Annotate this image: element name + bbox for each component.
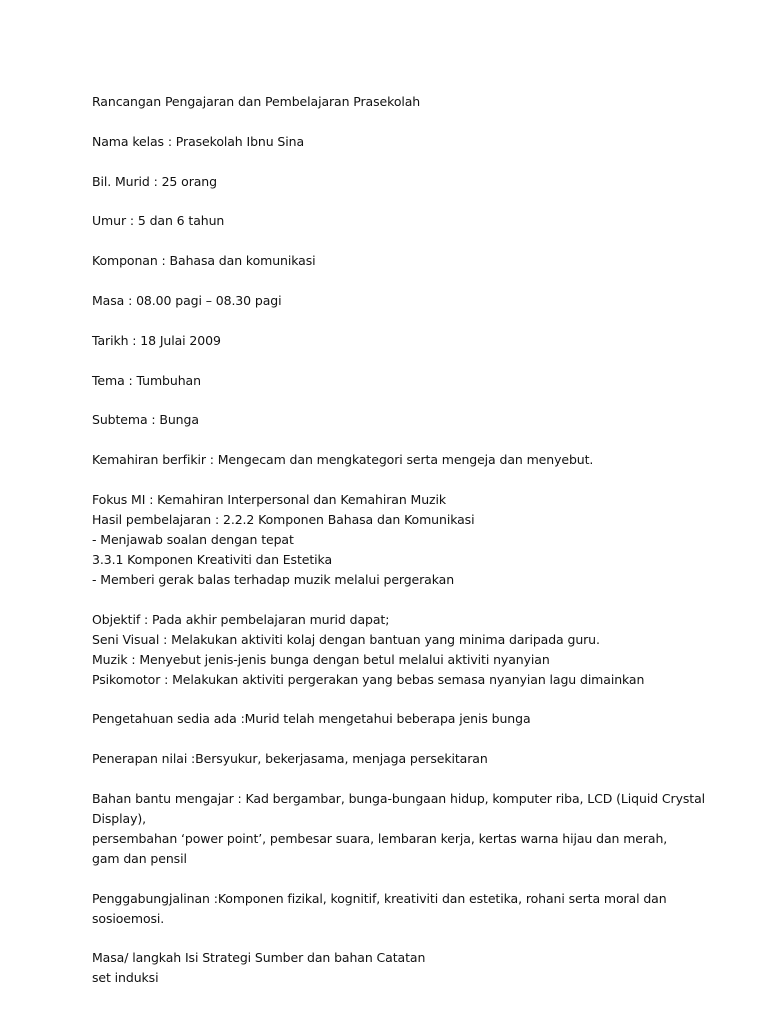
teaching-aids-line: Display), [92,811,147,826]
table-header-line: Masa/ langkah Isi Strategi Sumber dan bahan Catatan [92,950,426,965]
teaching-aids-line: persembahan ‘power point’, pembesar suara, lembaran kerja, kertas warna hijau dan merah, [92,831,668,846]
date-line: Tarikh : 18 Julai 2009 [92,333,221,348]
class-name-line: Nama kelas : Prasekolah Ibnu Sina [92,134,305,149]
student-count-line: Bil. Murid : 25 orang [92,174,217,189]
teaching-aids-line: Bahan bantu mengajar : Kad bergambar, bunga-bungaan hidup, komputer riba, LCD (Liquid Crystal [92,791,706,806]
age-line: Umur : 5 dan 6 tahun [92,213,225,228]
time-line: Masa : 08.00 pagi – 08.30 pagi [92,293,282,308]
learning-outcome-item: 3.3.1 Komponen Kreativiti dan Estetika [92,552,333,567]
document-title: Rancangan Pengajaran dan Pembelajaran Prasekolah [92,94,421,109]
subtheme-line: Subtema : Bunga [92,412,199,427]
mi-focus-line: Fokus MI : Kemahiran Interpersonal dan Kemahiran Muzik [92,492,447,507]
theme-line: Tema : Tumbuhan [92,373,201,388]
values-line: Penerapan nilai :Bersyukur, bekerjasama, menjaga persekitaran [92,751,488,766]
component-line: Komponan : Bahasa dan komunikasi [92,253,316,268]
learning-outcome-item: - Memberi gerak balas terhadap muzik melalui pergerakan [92,572,455,587]
objective-line: Objektif : Pada akhir pembelajaran murid dapat; [92,612,390,627]
objective-music: Muzik : Menyebut jenis-jenis bunga dengan betul melalui aktiviti nyanyian [92,652,550,667]
teaching-aids-line: gam dan pensil [92,851,187,866]
prior-knowledge-line: Pengetahuan sedia ada :Murid telah mengetahui beberapa jenis bunga [92,711,531,726]
learning-outcome-line: Hasil pembelajaran : 2.2.2 Komponen Bahasa dan Komunikasi [92,512,475,527]
objective-visual-art: Seni Visual : Melakukan aktiviti kolaj dengan bantuan yang minima daripada guru. [92,632,600,647]
induction-set-line: set induksi [92,970,159,985]
integration-line: sosioemosi. [92,911,165,926]
integration-line: Penggabungjalinan :Komponen fizikal, kognitif, kreativiti dan estetika, rohani serta moral dan [92,891,667,906]
thinking-skills-line: Kemahiran berfikir : Mengecam dan mengkategori serta mengeja dan menyebut. [92,452,594,467]
learning-outcome-item: - Menjawab soalan dengan tepat [92,532,294,547]
objective-psychomotor: Psikomotor : Melakukan aktiviti pergerakan yang bebas semasa nyanyian lagu dimainkan [92,672,645,687]
